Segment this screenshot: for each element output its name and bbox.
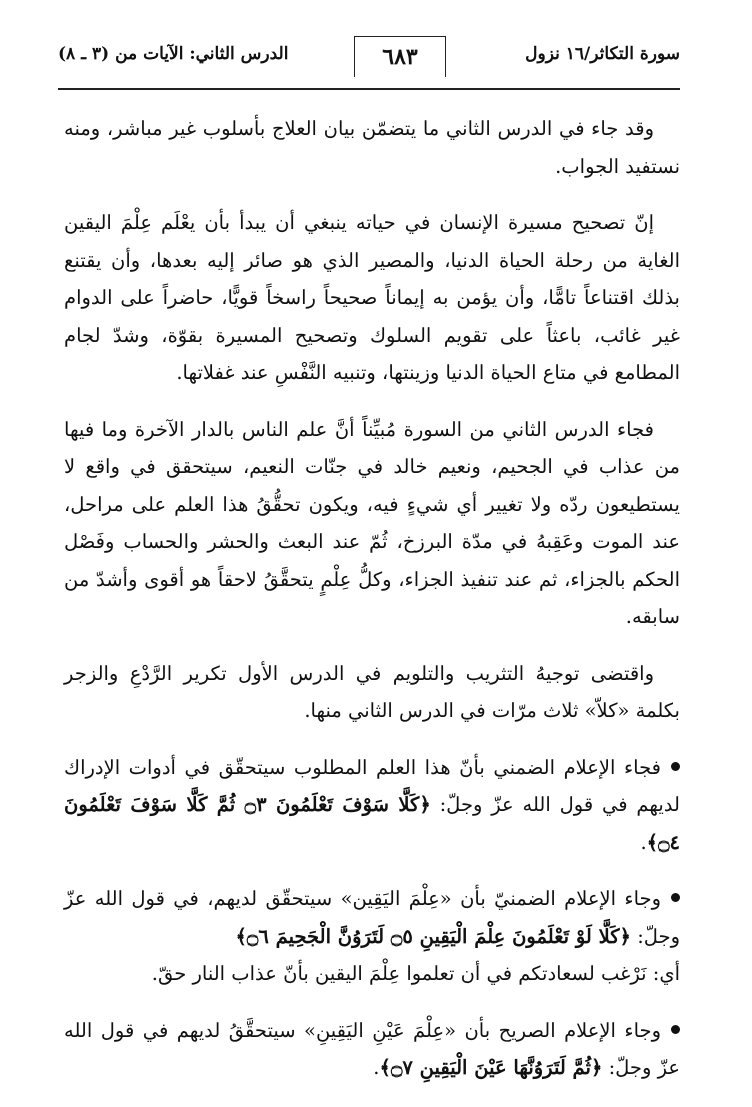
bullet-tail: . [640,830,647,854]
bullet-dot-icon [671,893,680,902]
surah-title: سورة التكاثر/١٦ نزول [525,44,680,64]
bullet-dot-icon [671,1025,680,1034]
bullet-item [64,1012,680,1087]
paragraph: واقتضى توجيهُ التثريب والتلويم في الدرس الأول تكرير الرَّدْعِ والزجر بكلمة «كلاّ» ثلاث مرّات في الدرس الثاني منها. [64,661,680,722]
paragraph: إنّ تصحيح مسيرة الإنسان في حياته ينبغي أن يبدأ بأن يعْلَم عِلْمَ اليقين الغاية من رحلة الحياة الدنيا، والمصير الذي هو صائر إليه بعدها، وأن يقتنع بذلك اقتناعاً تامًّا، وأن يؤمن به إيماناً صحيحاً راسخاً قويًّا، حاضراً على الدوام غير غائب، باعثاً على تقويم السلوك وتصحيح المسيرة بقوّة، وشدّ لجام المطامع في متاع الحياة الدنيا وزينتها، وتنبيه النَّفْسِ عند غفلاتها. [64,211,680,384]
lesson-title: الدرس الثاني: الآيات من (٣ ـ ٨) [58,44,289,64]
quran-verse: ﴿كَلَّا سَوْفَ تَعْلَمُونَ ۝٣ ثُمَّ كَلَّا سَوْفَ تَعْلَمُونَ ۝٤﴾ [64,793,680,854]
page-body [64,110,680,1106]
bullet-tail: . [373,1056,380,1079]
bullet-text: وجاء الإعلام الصريح بأن «عِلْمَ عَيْنِ اليَقِينِ» سيتحقَّقُ لديهم في قول الله عزّ وجلّ: [64,1018,680,1079]
bullet-text: فجاء الإعلام الضمني بأنّ هذا العلم المطلوب سيتحقّق في أدوات الإدراك لديهم في قول الله عزّ وجلّ: [64,755,680,816]
quran-verse: ﴿ثُمَّ لَتَرَوُنَّهَا عَيْنَ الْيَقِينِ ۝٧﴾ [379,1056,603,1079]
bullet-dot-icon [671,762,680,771]
bullet-text: وجاء الإعلام الضمنيّ بأن «عِلْمَ اليَقِين» سيتحقّق لديهم، في قول الله عزّ وجلّ: [64,887,680,948]
paragraph: وقد جاء في الدرس الثاني ما يتضمّن بيان العلاج بأسلوب غير مباشر، ومنه نستفيد الجواب. [64,117,680,178]
bullet-note: أي: نَرْغب لسعادتكم في أن تعلموا عِلْمَ اليقين بأنّ عذاب النار حقّ. [151,962,680,985]
paragraph: فجاء الدرس الثاني من السورة مُبيِّناً أنَّ علم الناس بالدار الآخرة وما فيها من عذاب في الجحيم، ونعيم خالد في جنّات النعيم، سيتحقق في واقع لا يستطيعون ردّه ولا تغيير أي شيءٍ فيه، ويكون تحقُّقُ هذا العلم على مراحل، عند الموت وعَقِبهُ في مدّة البرزخ، ثُمّ عند البعث والحشر والحساب وفَصْل الحكم بالجزاء، ثم عند تنفيذ الجزاء، وكلُّ عِلْمٍ يتحقَّقُ لاحقاً هو أقوى وأشدّ من سابقه. [64,417,680,628]
quran-verse: ﴿كَلَّا لَوْ تَعْلَمُونَ عِلْمَ الْيَقِينِ ۝٥ لَتَرَوُنَّ الْجَحِيمَ ۝٦﴾ [235,924,631,948]
bullet-item [64,880,680,993]
page-header [58,36,680,90]
bullet-item [64,749,680,862]
page-number: ٦٨٣ [354,36,446,77]
